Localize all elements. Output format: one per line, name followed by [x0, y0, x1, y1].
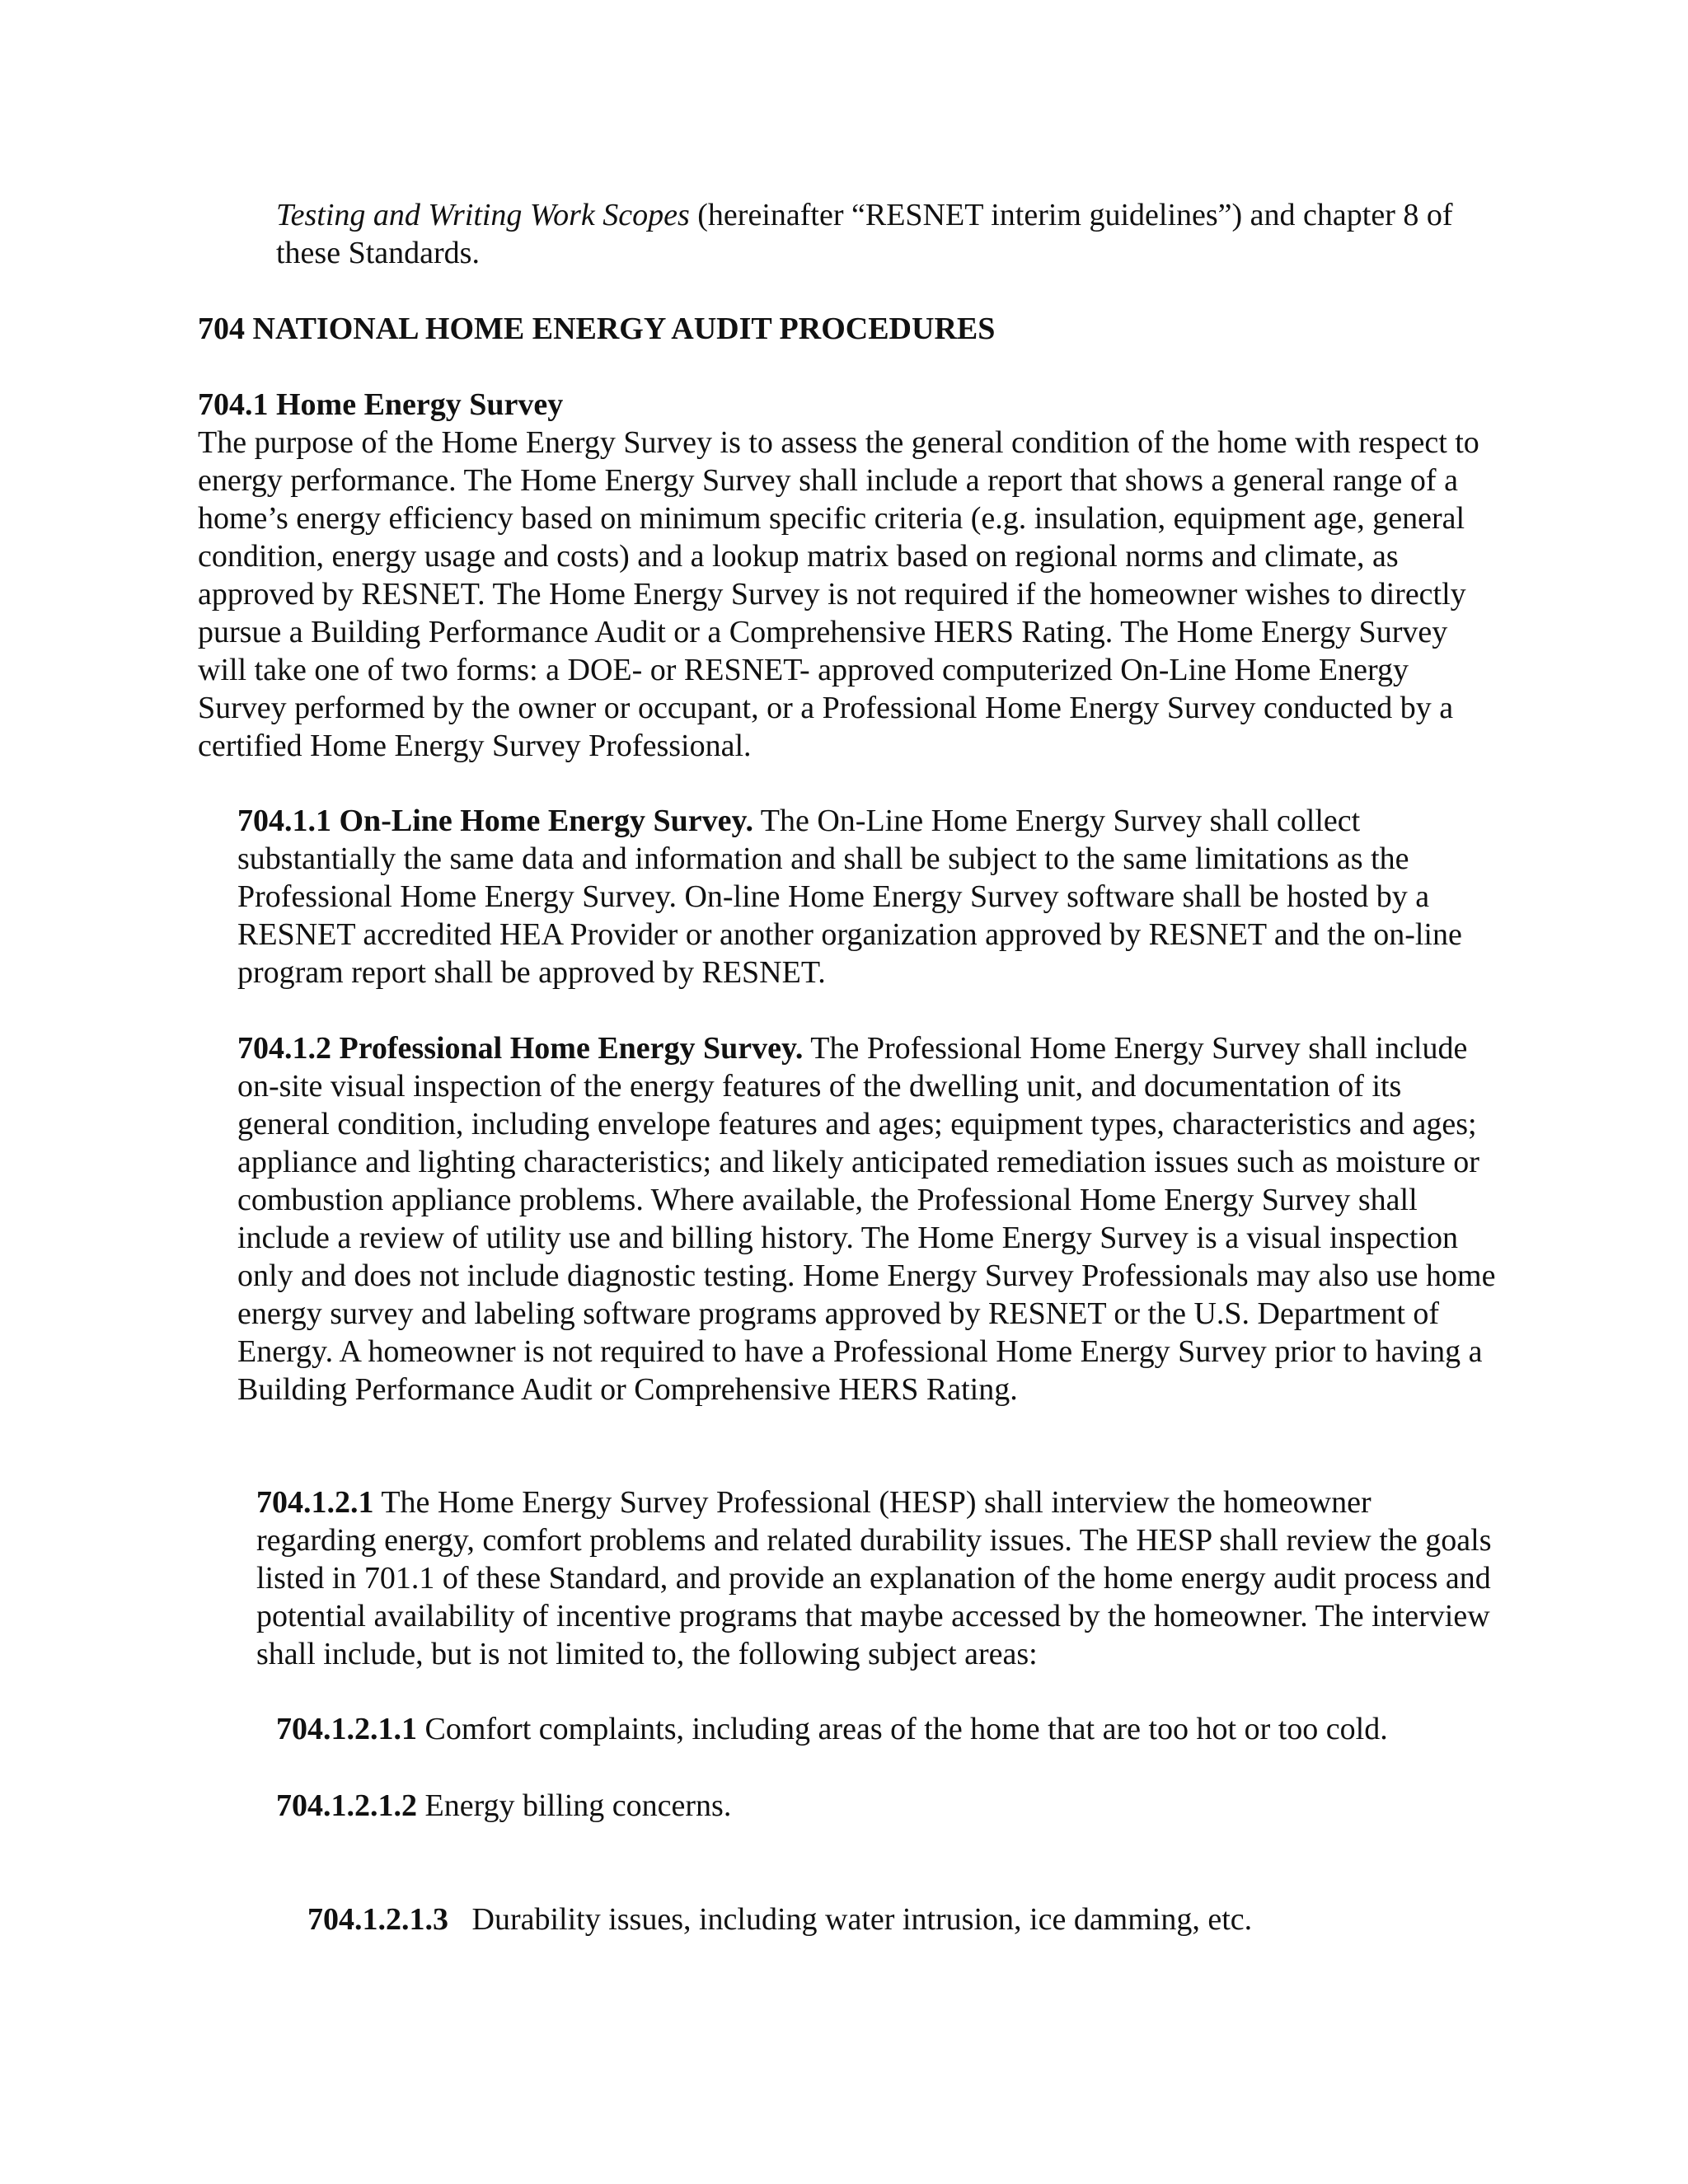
section-704-1 [198, 386, 1492, 765]
section-704-1-2-label: 704.1.2 Professional Home Energy Survey. [237, 1031, 804, 1066]
section-704-1-1 [237, 802, 1490, 991]
list-item [276, 1710, 1512, 1748]
section-704-1-2-1-body: The Home Energy Survey Professional (HESP) shall interview the homeowner regarding energy, comfort problems and related durability issues. The HESP shall review the goals listed in 701.1 of these Standard, and provide an explanation of the home energy audit process and potential availability of incentive programs that maybe accessed by the homeowner. The interview shall include, but is not limited to, the following subject areas: [256, 1485, 1492, 1671]
continuation-paragraph [276, 196, 1463, 272]
item-body: Comfort complaints, including areas of the home that are too hot or too cold. [417, 1712, 1388, 1746]
list-item [276, 1787, 1512, 1825]
section-704-1-2-1-label: 704.1.2.1 [256, 1485, 374, 1520]
section-704-1-2 [237, 1029, 1498, 1408]
section-704-1-1-body: The On-Line Home Energy Survey shall collect substantially the same data and information and shall be subject to the same limitations as the Professional Home Energy Survey. On-line Home Energy Survey software shall be hosted by a RESNET accredited HEA Provider or another organization approved by RESNET and the on-line program report shall be approved by RESNET. [237, 804, 1462, 990]
section-704-1-1-label: 704.1.1 On-Line Home Energy Survey. [237, 804, 753, 838]
item-body: Durability issues, including water intrusion, ice damming, etc. [448, 1902, 1253, 1937]
item-label: 704.1.2.1.3 [307, 1902, 448, 1937]
section-704-1-2-1 [256, 1483, 1493, 1673]
section-704-1-body: The purpose of the Home Energy Survey is to assess the general condition of the home with respect to energy performance. The Home Energy Survey shall include a report that shows a general range of a home’s energy efficiency based on minimum specific criteria (e.g. insulation, equipment age, general condition, energy usage and costs) and a lookup matrix based on regional norms and climate, as approved by RESNET. The Home Energy Survey is not required if the homeowner wishes to directly pursue a Building Performance Audit or a Comprehensive HERS Rating. The Home Energy Survey will take one of two forms: a DOE- or RESNET- approved computerized On-Line Home Energy Survey performed by the owner or occupant, or a Professional Home Energy Survey conducted by a certified Home Energy Survey Professional. [198, 425, 1479, 763]
continuation-text: (hereinafter “RESNET interim guidelines”) and chapter 8 of these Standards. [276, 198, 1453, 270]
section-heading: 704 NATIONAL HOME ENERGY AUDIT PROCEDURES [198, 312, 996, 346]
item-body: Energy billing concerns. [417, 1788, 732, 1823]
item-label: 704.1.2.1.2 [276, 1788, 417, 1823]
section-704-1-2-body: The Professional Home Energy Survey shall include on-site visual inspection of the energy features of the dwelling unit, and documentation of its general condition, including envelope features and ages; equipment types, characteristics and ages; appliance and lighting characteristics; and likely anticipated remediation issues such as moisture or combustion appliance problems. Where available, the Professional Home Energy Survey shall include a review of utility use and billing history. The Home Energy Survey is a visual inspection only and does not include diagnostic testing. Home Energy Survey Professionals may also use home energy survey and labeling software programs approved by RESNET or the U.S. Department of Energy. A homeowner is not required to have a Professional Home Energy Survey prior to having a Building Performance Audit or Comprehensive HERS Rating. [237, 1031, 1496, 1407]
section-704-1-heading: 704.1 Home Energy Survey [198, 387, 564, 422]
list-item [276, 1863, 1512, 1976]
referenced-title: Testing and Writing Work Scopes [276, 198, 690, 232]
item-label: 704.1.2.1.1 [276, 1712, 417, 1746]
